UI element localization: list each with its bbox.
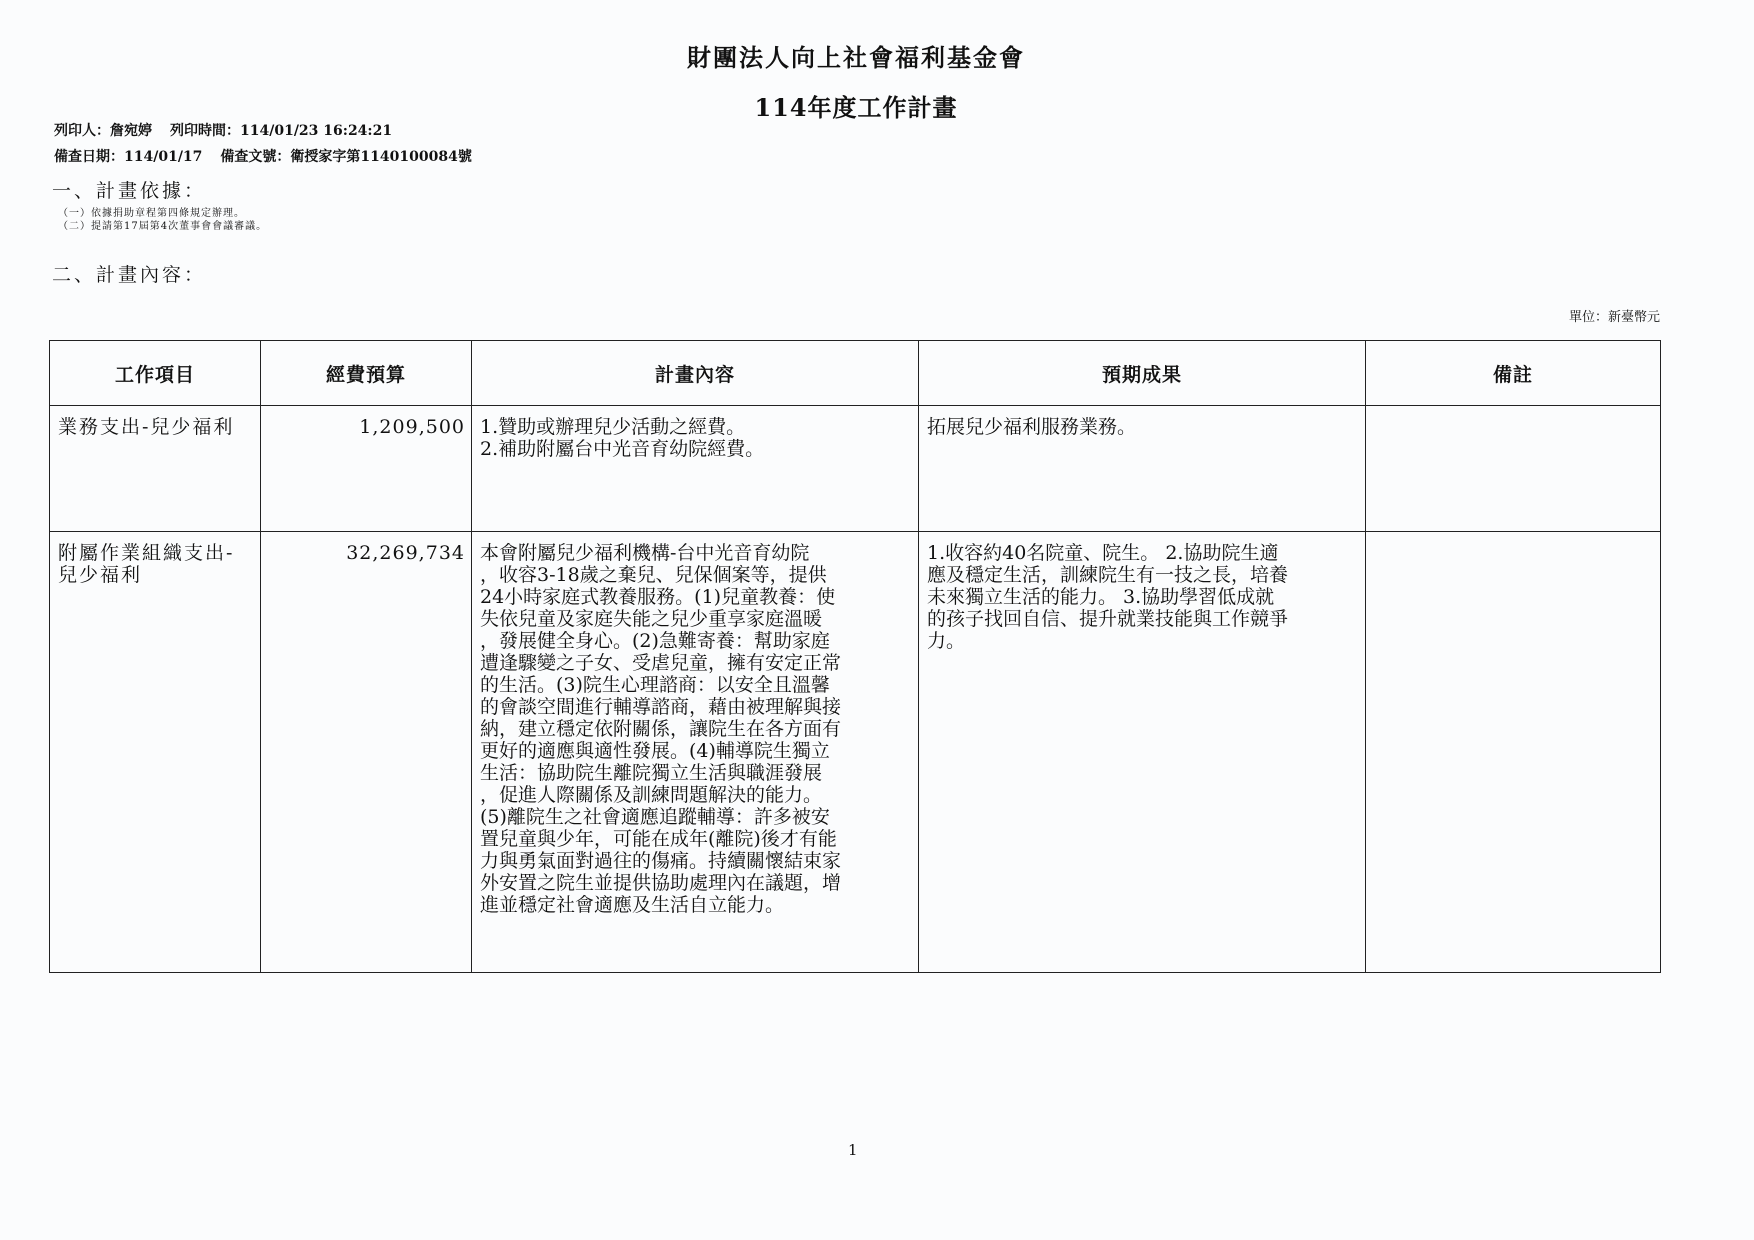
content-line: (5)離院生之社會適應追蹤輔導：許多被安 [480,806,830,828]
table-row [50,532,1661,973]
content-line: 2.補助附屬台中光音育幼院經費。 [480,438,765,460]
filing-date-label: 備查日期： [54,149,124,165]
content-line: 的會談空間進行輔導諮商，藉由被理解與接 [480,696,842,718]
printer-label: 列印人： [54,123,110,139]
content-line: 本會附屬兒少福利機構-台中光音育幼院 [480,542,810,564]
work-item-cell [50,532,261,973]
content-line: 納，建立穩定依附關係，讓院生在各方面有 [480,718,842,740]
remarks-cell [1366,406,1661,532]
plan-title: 114年度工作計畫 [754,93,958,122]
content-line: 置兒童與少年，可能在成年(離院)後才有能 [480,828,837,850]
content-line: 生活：協助院生離院獨立生活與職涯發展 [480,762,823,784]
work-item-cell: 業務支出-兒少福利 [50,406,261,532]
header-work-item: 工作項目 [50,341,261,406]
content-line: 力與勇氣面對過往的傷痛。持續關懷結束家 [480,850,842,872]
content-line: ，收容3-18歲之棄兒、兒保個案等，提供 [480,564,827,586]
expected-outcome-cell [919,532,1366,973]
currency-unit: 單位：新臺幣元 [1568,310,1660,325]
outcome-line: 的孩子找回自信、提升就業技能與工作競爭 [927,608,1289,630]
plan-content-cell [472,532,919,973]
print-time-label: 列印時間： [170,123,240,139]
content-line: 24小時家庭式教養服務。(1)兒童教養：使 [480,586,836,608]
printer-name: 詹宛婷 [110,123,152,139]
outcome-line: 1.收容約40名院童、院生。 2.協助院生適 [927,542,1279,564]
filing-doc-number: 衛授家字第1140100084號 [290,149,472,165]
work-item-line: 附屬作業組織支出- [58,542,235,564]
outcome-line: 未來獨立生活的能力。 3.協助學習低成就 [927,586,1275,608]
filing-doc-label: 備查文號： [220,149,291,165]
plan-content-cell [472,406,919,532]
filing-date: 114/01/17 [124,149,203,165]
table-row [50,406,1661,532]
organization-title: 財團法人向上社會福利基金會 [687,43,1025,72]
section-1-heading: 一、計畫依據： [52,180,207,202]
outcome-line: 力。 [927,630,966,652]
print-time: 114/01/23 16:24:21 [240,123,393,139]
budget-cell: 1,209,500 [261,406,472,532]
content-line: 1.贊助或辦理兒少活動之經費。 [480,416,746,438]
content-line: ，促進人際關係及訓練問題解決的能力。 [480,784,823,806]
outcome-line: 應及穩定生活，訓練院生有一技之長，培養 [927,564,1289,586]
header-remarks: 備註 [1366,341,1661,406]
work-plan-table [49,340,1661,973]
print-info [54,120,392,140]
content-line: 外安置之院生並提供協助處理內在議題，增 [480,872,842,894]
header-expected-outcome: 預期成果 [919,341,1366,406]
basis-item-1: （一）依據捐助章程第四條規定辦理。 [58,208,245,219]
section-2-heading: 二、計畫內容： [52,264,207,286]
content-line: 失依兒童及家庭失能之兒少重享家庭溫暖 [480,608,823,630]
expected-outcome-cell: 拓展兒少福利服務業務。 [919,406,1366,532]
budget-cell: 32,269,734 [261,532,472,973]
content-line: 進並穩定社會適應及生活自立能力。 [480,894,785,916]
content-line: ，發展健全身心。(2)急難寄養：幫助家庭 [480,630,830,652]
page-number: 1 [848,1141,858,1159]
filing-info [54,146,472,166]
remarks-cell [1366,532,1661,973]
content-line: 更好的適應與適性發展。(4)輔導院生獨立 [480,740,830,762]
content-line: 遭逢驟變之子女、受虐兒童，擁有安定正常 [480,652,842,674]
basis-item-2: （二）提請第17屆第4次董事會會議審議。 [58,221,268,232]
content-line: 的生活。(3)院生心理諮商：以安全且溫馨 [480,674,830,696]
header-budget: 經費預算 [261,341,472,406]
work-item-line: 兒少福利 [58,564,143,586]
table-header-row [50,341,1661,406]
header-plan-content: 計畫內容 [472,341,919,406]
